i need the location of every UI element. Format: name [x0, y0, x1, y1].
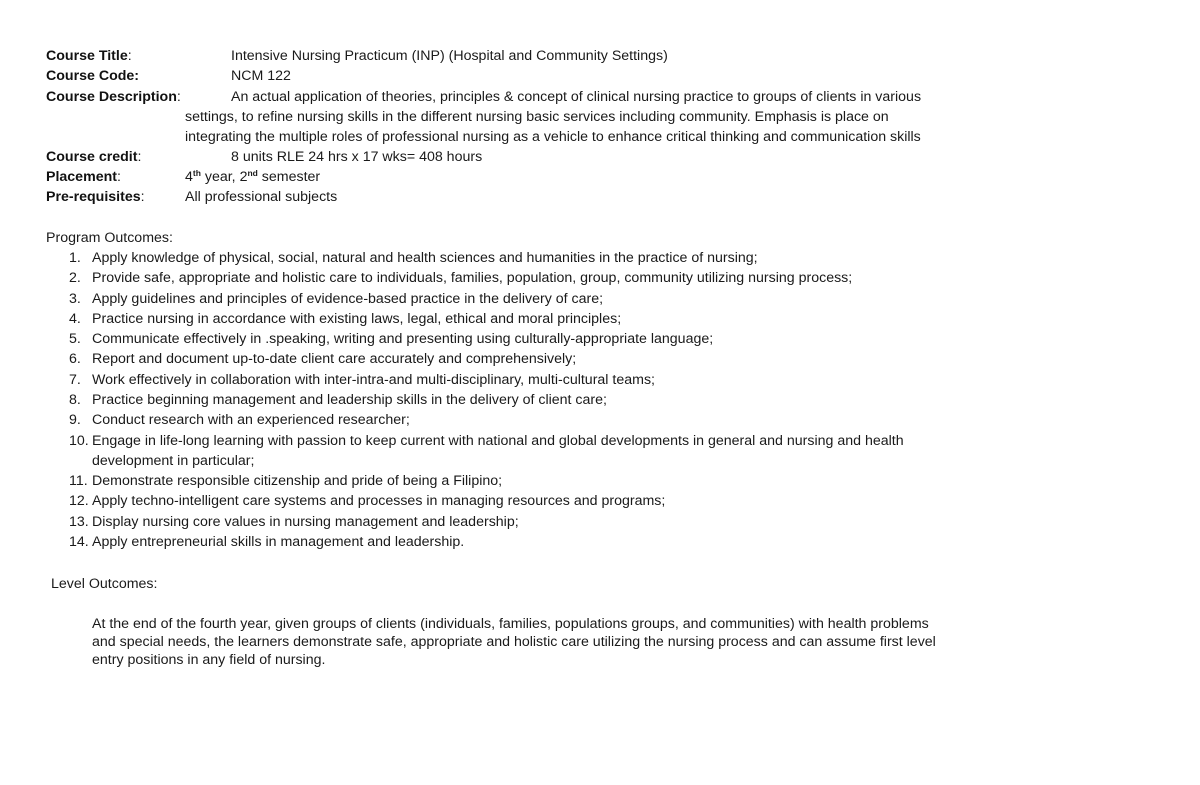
list-item-text: Demonstrate responsible citizenship and pride of being a Filipino; [92, 473, 503, 489]
list-item [0, 491, 1200, 511]
course-title-value: Intensive Nursing Practicum (INP) (Hospital and Community Settings) [231, 48, 668, 64]
list-item-text: Practice nursing in accordance with existing laws, legal, ethical and moral principles; [92, 311, 622, 327]
course-code-label [46, 66, 139, 86]
placement-colon: : [116, 169, 121, 185]
list-item [0, 532, 1200, 552]
course-credit-colon: : [137, 149, 142, 165]
list-item-text: Provide safe, appropriate and holistic care to individuals, families, population, group, community utilizing nursing process; [92, 270, 853, 286]
placement-sem-text: semester [257, 169, 321, 185]
list-item [0, 370, 1200, 390]
list-item-text: Apply knowledge of physical, social, natural and health sciences and humanities in the practice of nursing; [92, 250, 758, 266]
list-item-number: 2. [69, 270, 81, 286]
list-item [0, 431, 1200, 451]
course-title-label: Course Title [46, 48, 128, 64]
course-code-value: NCM 122 [231, 68, 291, 84]
list-item-text: Work effectively in collaboration with inter-intra-and multi-disciplinary, multi-cultural teams; [92, 372, 655, 388]
list-item-text: Apply entrepreneurial skills in management and leadership. [92, 534, 465, 550]
course-credit-label: Course credit [46, 149, 138, 165]
list-item-text: Practice beginning management and leadership skills in the delivery of client care; [92, 392, 607, 408]
list-item-text: Display nursing core values in nursing management and leadership; [92, 514, 519, 530]
placement-year-sup: th [192, 168, 201, 178]
course-description-line-2: settings, to refine nursing skills in the different nursing basic services including community. Emphasis is place on [185, 109, 889, 125]
list-item-number: 10. [69, 433, 89, 449]
list-item-number: 13. [69, 514, 89, 530]
course-description-line-3: integrating the multiple roles of professional nursing as a vehicle to enhance critical thinking and communication skills [185, 129, 921, 145]
list-item-number: 12. [69, 493, 89, 509]
placement-value [185, 167, 320, 187]
list-item [0, 309, 1200, 329]
level-outcomes-heading: Level Outcomes: [51, 576, 158, 592]
list-item-number: 4. [69, 311, 81, 327]
list-item [0, 289, 1200, 309]
list-item-number: 11. [69, 473, 88, 489]
list-item [0, 268, 1200, 288]
list-item [0, 410, 1200, 430]
course-description-line-1: An actual application of theories, principles & concept of clinical nursing practice to groups of clients in various [231, 89, 922, 105]
list-item-number: 8. [69, 392, 81, 408]
list-item-text: Report and document up-to-date client care accurately and comprehensively; [92, 351, 577, 367]
list-item-number: 14. [69, 534, 89, 550]
list-item-number: 7. [69, 372, 81, 388]
list-item-number: 6. [69, 351, 81, 367]
placement-sem-sup: nd [247, 168, 258, 178]
course-description-label-line [46, 87, 181, 107]
list-item-number: 1. [69, 250, 81, 266]
list-item-number: 3. [69, 291, 81, 307]
course-credit-label-line [46, 147, 141, 167]
course-title-label-line [46, 46, 132, 66]
list-item [0, 329, 1200, 349]
program-outcomes-heading: Program Outcomes: [46, 230, 173, 246]
list-item-text: Apply guidelines and principles of evidence-based practice in the delivery of care; [92, 291, 604, 307]
list-item [0, 512, 1200, 532]
prereq-value: All professional subjects [185, 189, 338, 205]
list-item-text: Communicate effectively in .speaking, writing and presenting using culturally-appropriate language; [92, 331, 714, 347]
course-credit-value: 8 units RLE 24 hrs x 17 wks= 408 hours [231, 149, 483, 165]
level-outcomes-line-2: and special needs, the learners demonstrate safe, appropriate and holistic care utilizing the nursing process and can assume first level [92, 634, 936, 650]
list-item-number: 9. [69, 412, 81, 428]
prereq-colon: : [140, 189, 145, 205]
placement-year-num: 4 [185, 169, 193, 185]
list-item [0, 248, 1200, 268]
prereq-label-line [46, 187, 145, 207]
list-item [0, 390, 1200, 410]
course-description-colon: : [176, 89, 181, 105]
list-item-text: Conduct research with an experienced researcher; [92, 412, 410, 428]
level-outcomes-line-3: entry positions in any field of nursing. [92, 652, 326, 668]
list-item [0, 349, 1200, 369]
level-outcomes-line-1: At the end of the fourth year, given groups of clients (individuals, families, populations groups, and communities) with health problems [92, 616, 929, 632]
list-item-text: Engage in life-long learning with passion to keep current with national and global developments in general and nursing and health [92, 433, 904, 449]
placement-year-text: year, 2 [200, 169, 248, 185]
course-description-label: Course Description [46, 89, 177, 105]
course-code-label-text: Course Code: [46, 68, 140, 84]
list-item-number: 5. [69, 331, 81, 347]
placement-label: Placement [46, 169, 117, 185]
list-item [0, 471, 1200, 491]
placement-label-line [46, 167, 121, 187]
course-title-colon: : [127, 48, 132, 64]
list-item-text: Apply techno-intelligent care systems and processes in managing resources and programs; [92, 493, 666, 509]
prereq-label: Pre-requisites [46, 189, 141, 205]
list-item-continuation: development in particular; [92, 453, 255, 469]
